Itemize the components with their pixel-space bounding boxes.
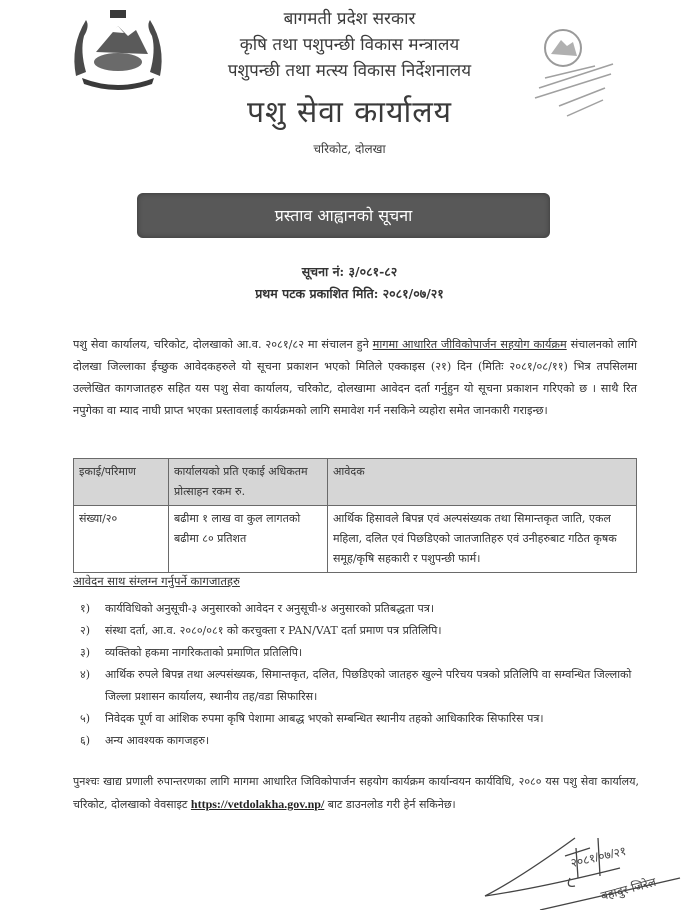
website-link[interactable]: https://vetdolakha.gov.np/	[190, 797, 325, 811]
attachments-list	[80, 598, 650, 752]
list-item-text: संस्था दर्ता, आ.व. २०८०/०८१ को करचुक्ता र PAN/VAT दर्ता प्रमाण पत्र प्रतिलिपि।	[105, 624, 442, 637]
notice-paragraph	[73, 334, 637, 422]
program-table	[73, 458, 637, 573]
postscript	[73, 770, 639, 816]
list-item-text: आर्थिक रुपले बिपन्न तथा अल्पसंख्यक, सिमान्तकृत, दलित, पिछडिएको जातहरु खुल्ने परिचय पत्रको प्रतिलिपि वा सम्वन्धित जिल्लाको जिल्ला प्रशासन कार्यालय, स्थानीय तह/वडा सिफारिस।	[105, 668, 632, 703]
list-item-number: २)	[80, 624, 91, 637]
list-item-text: कार्यविधिको अनुसूची-३ अनुसारको आवेदन र अनुसूची-४ अनुसारको प्रतिबद्धता पत्र।	[105, 602, 434, 615]
list-item	[80, 708, 650, 730]
list-item-text: व्यक्तिको हकमा नागरिकताको प्रमाणित प्रतिलिपि।	[105, 646, 303, 659]
signature-date: २०८१/०७/२१	[569, 843, 628, 871]
program-name: मागमा आधारित जीविकोपार्जन सहयोग कार्यक्रम	[372, 338, 567, 351]
notice-banner: प्रस्ताव आह्वानको सूचना	[137, 193, 550, 238]
list-item-number: ५)	[80, 712, 91, 725]
list-item-text: अन्य आवश्यक कागजहरु।	[105, 734, 210, 747]
postscript-text: पुनश्चः खाद्य प्रणाली रुपान्तरणका लागि मागमा आधारित जिविकोपार्जन सहयोग कार्यक्रम कार्यान्वयन कार्यविधि, २०८० यस पशु सेवा कार्यालय, चरिकोट, दोलखाको वेवसाइट	[73, 775, 639, 811]
list-item-number: १)	[80, 602, 91, 615]
cell-applicant: आर्थिक हिसावले बिपन्न एवं अल्पसंख्यक तथा सिमान्तकृत जाति, एकल महिला, दलित एवं पिछडिएको जातजातिहरु एवं उनीहरुबाट गठित कृषक समूह/कृषि सहकारी र पशुपन्छी फार्म।	[328, 506, 637, 573]
directorate-name: पशुपन्छी तथा मत्स्य विकास निर्देशनालय	[227, 61, 472, 81]
para-details: संचालनको लागि दोलखा जिल्लाका ईच्छुक आवेदकहरुले यो सूचना प्रकाशन भएको मितिले एक्काइस (२१) दिन (मितिः २०८१/०८/११) भित्र तपसिलमा उल्लेखित कागजातहरु सहित यस पशु सेवा कार्यालय, चरिकोट, दोलखामा आवेदन दर्ता गर्नुहुन यो सूचना प्रकाशन गरिएको छ । साथै रित नपुगेका वा म्याद नाघी प्राप्त भएका प्रस्तावलाई कार्यक्रमको लागि समावेश गर्न नसकिने व्यहोरा समेत जानकारी गराइन्छ।	[73, 338, 637, 417]
office-location: चरिकोट, दोलखा	[313, 142, 386, 156]
list-item-number: ६)	[80, 734, 91, 747]
list-item-number: ३)	[80, 646, 91, 659]
list-item	[80, 664, 650, 708]
table-header-row	[74, 459, 637, 506]
office-name: पशु सेवा कार्यालय	[247, 95, 452, 130]
header-max-incentive: कार्यालयको प्रति एकाई अधिकतम प्रोत्साहन रकम रु.	[169, 459, 328, 506]
notice-number: सूचना नं: ३/०८१-८२	[301, 264, 398, 279]
signatory-name: बहादुर जिरेल	[599, 874, 658, 904]
list-item	[80, 730, 650, 752]
list-item	[80, 598, 650, 620]
cell-unit-quantity: संख्या/२०	[74, 506, 169, 573]
attachments-title: आवेदन साथ संग्लग्न गर्नुपर्ने कागजातहरु	[73, 574, 240, 588]
postscript-end: बाट डाउनलोड गरी हेर्न सकिनेछ।	[324, 798, 456, 811]
cell-max-incentive: बढीमा १ लाख वा कुल लागतको बढीमा ८० प्रतिशत	[169, 506, 328, 573]
list-item-number: ४)	[80, 668, 91, 681]
ministry-name: कृषि तथा पशुपन्छी विकास मन्त्रालय	[239, 35, 460, 55]
header-unit-quantity: इकाई/परिमाण	[74, 459, 169, 506]
list-item	[80, 642, 650, 664]
header-applicant: आवेदक	[328, 459, 637, 506]
para-intro: पशु सेवा कार्यालय, चरिकोट, दोलखाको आ.व. २०८१/८२ मा संचालन हुने	[73, 338, 373, 351]
publication-date: प्रथम पटक प्रकाशित मिति: २०८१/०७/२१	[255, 286, 444, 301]
list-item-text: निवेदक पूर्ण वा आंशिक रुपमा कृषि पेशामा आबद्ध भएको सम्बन्धित स्थानीय तहको आधिकारिक सिफारिस पत्र।	[105, 712, 544, 725]
government-name: बागमती प्रदेश सरकार	[283, 9, 416, 29]
table-row	[74, 506, 637, 573]
list-item	[80, 620, 650, 642]
